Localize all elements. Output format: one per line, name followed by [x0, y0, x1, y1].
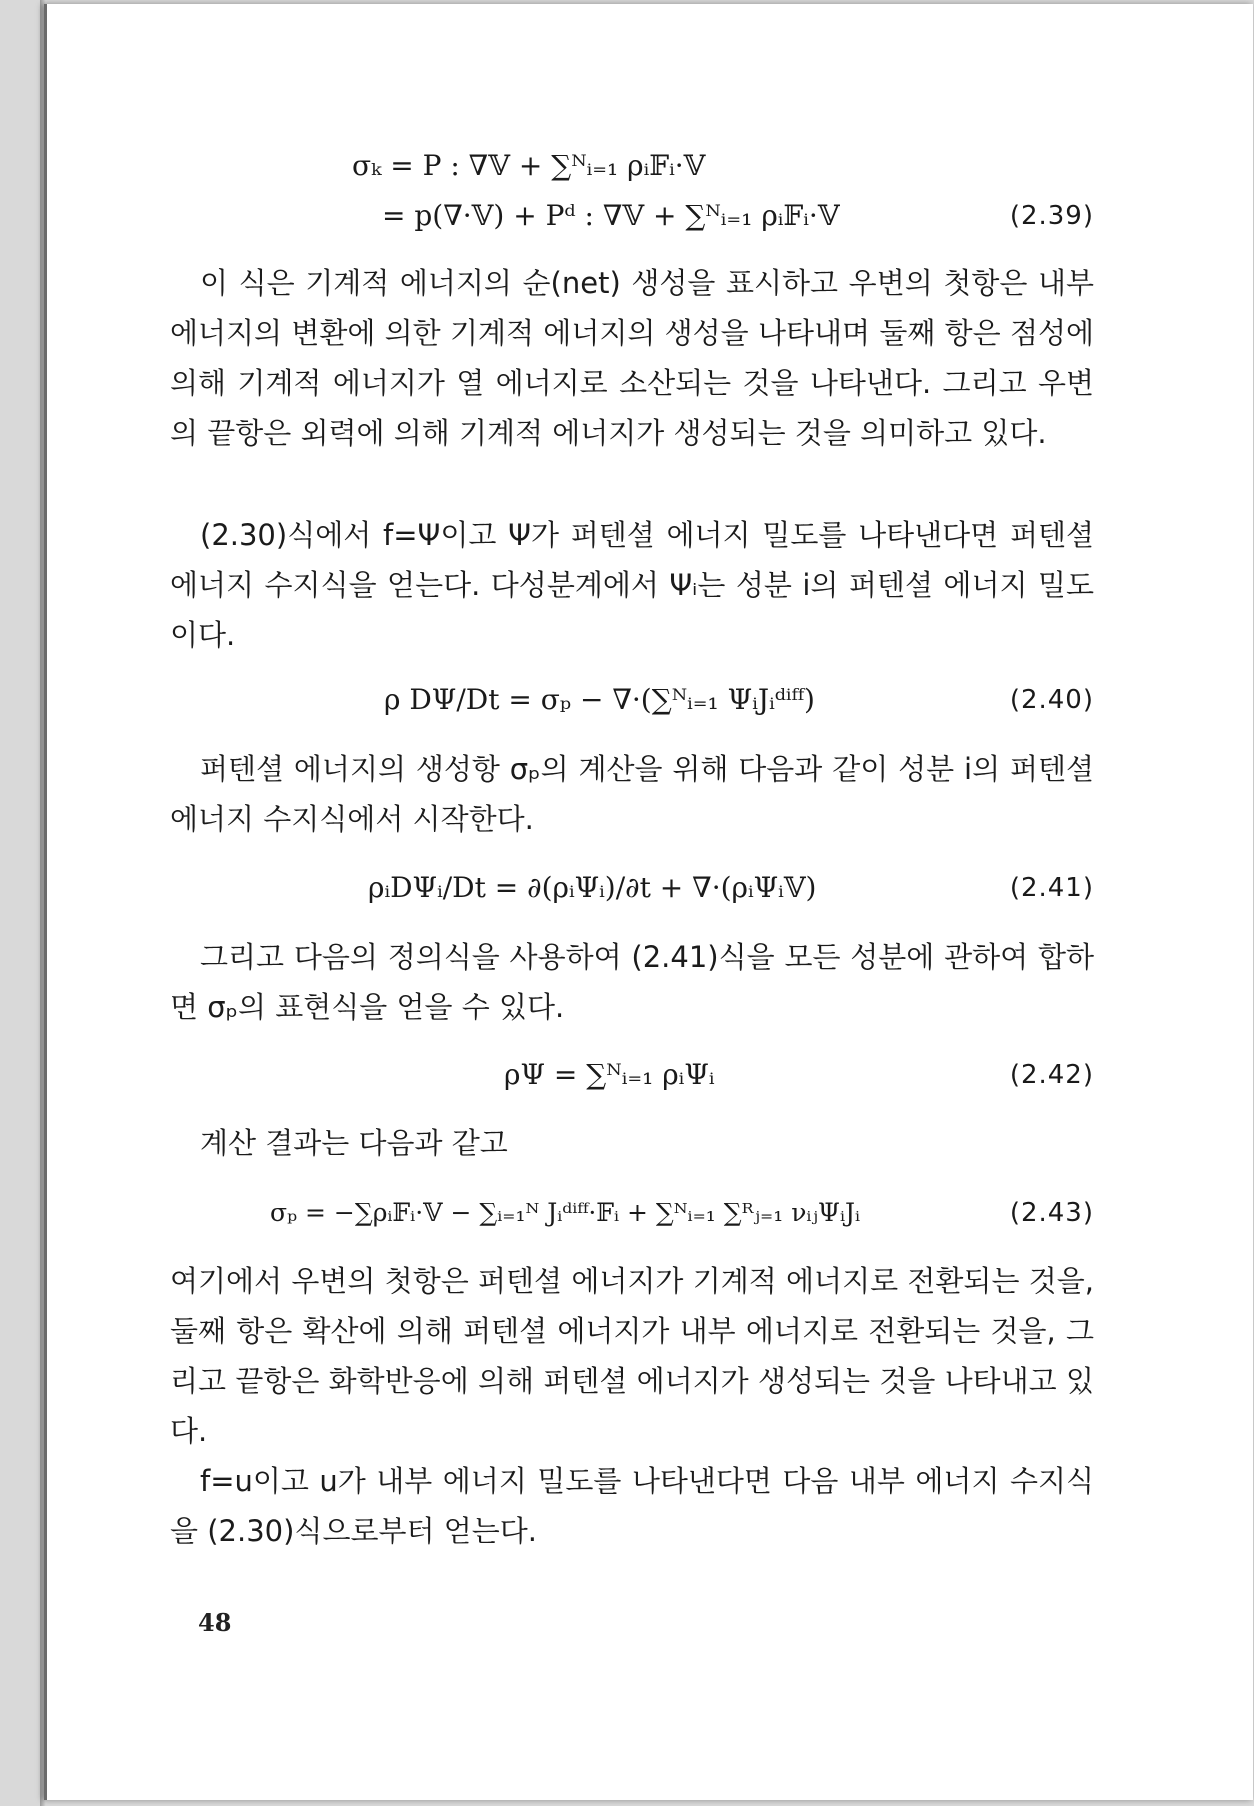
- equation-2-43-row: [170, 1195, 1094, 1231]
- equation-2-40: ρ DΨ/Dt = σₚ − ∇·(∑ᴺᵢ₌₁ ΨᵢJᵢᵈⁱᶠᶠ): [384, 683, 815, 716]
- equation-2-41: ρᵢDΨᵢ/Dt = ∂(ρᵢΨᵢ)/∂t + ∇·(ρᵢΨᵢ𝕍): [368, 871, 817, 904]
- paragraph-4: 그리고 다음의 정의식을 사용하여 (2.41)식을 모든 성분에 관하여 합하면 σₚ의 표현식을 얻을 수 있다.: [170, 940, 1094, 1024]
- equation-number-2-39: (2.39): [1009, 201, 1094, 231]
- equation-2-40-row: [170, 682, 1094, 718]
- equation-number-2-42: (2.42): [1009, 1060, 1094, 1090]
- equation-2-42: ρΨ = ∑ᴺᵢ₌₁ ρᵢΨᵢ: [504, 1058, 715, 1091]
- equation-number-2-41: (2.41): [1009, 873, 1094, 903]
- equation-2-39-line-2: = p(∇·𝕍) + Pᵈ : ∇𝕍 + ∑ᴺᵢ₌₁ ρᵢ𝔽ᵢ·𝕍: [382, 199, 840, 232]
- paragraph-7: f=u이고 u가 내부 에너지 밀도를 나타낸다면 다음 내부 에너지 수지식을 (2.30)식으로부터 얻는다.: [170, 1464, 1094, 1548]
- equation-2-43: σₚ = −∑ρᵢ𝔽ᵢ·𝕍 − ∑ᵢ₌₁ᴺ Jᵢᵈⁱᶠᶠ·𝔽ᵢ + ∑ᴺᵢ₌₁ ∑ᴿⱼ₌₁ νᵢⱼΨᵢJᵢ: [270, 1198, 861, 1227]
- page-number: 48: [198, 1608, 232, 1637]
- equation-2-39-line-1: σₖ = P : ∇𝕍 + ∑ᴺᵢ₌₁ ρᵢ𝔽ᵢ·𝕍: [352, 149, 706, 182]
- paragraph-5: 계산 결과는 다음과 같고: [200, 1126, 508, 1160]
- equation-number-2-40: (2.40): [1009, 685, 1094, 715]
- paragraph-6: 여기에서 우변의 첫항은 퍼텐셜 에너지가 기계적 에너지로 전환되는 것을, 둘째 항은 확산에 의해 퍼텐셜 에너지가 내부 에너지로 전환되는 것을, 그리고 끝항은 화학반응에 의해 퍼텐셜 에너지가 생성되는 것을 나타내고 있다.: [170, 1264, 1094, 1448]
- equation-2-42-row: [170, 1057, 1094, 1093]
- paragraph-2: (2.30)식에서 f=Ψ이고 Ψ가 퍼텐셜 에너지 밀도를 나타낸다면 퍼텐셜 에너지 수지식을 얻는다. 다성분계에서 Ψᵢ는 성분 i의 퍼텐셜 에너지 밀도이다.: [170, 518, 1094, 652]
- equation-2-41-row: [170, 870, 1094, 906]
- equation-number-2-43: (2.43): [1009, 1198, 1094, 1228]
- paragraph-3: 퍼텐셜 에너지의 생성항 σₚ의 계산을 위해 다음과 같이 성분 i의 퍼텐셜 에너지 수지식에서 시작한다.: [170, 752, 1094, 836]
- paragraph-1: 이 식은 기계적 에너지의 순(net) 생성을 표시하고 우변의 첫항은 내부에너지의 변환에 의한 기계적 에너지의 생성을 나타내며 둘째 항은 점성에 의해 기계적 에너지가 열 에너지로 소산되는 것을 나타낸다. 그리고 우변의 끝항은 외력에 의해 기계적 에너지가 생성되는 것을 의미하고 있다.: [170, 266, 1094, 450]
- equation-2-39-row: [170, 198, 1094, 234]
